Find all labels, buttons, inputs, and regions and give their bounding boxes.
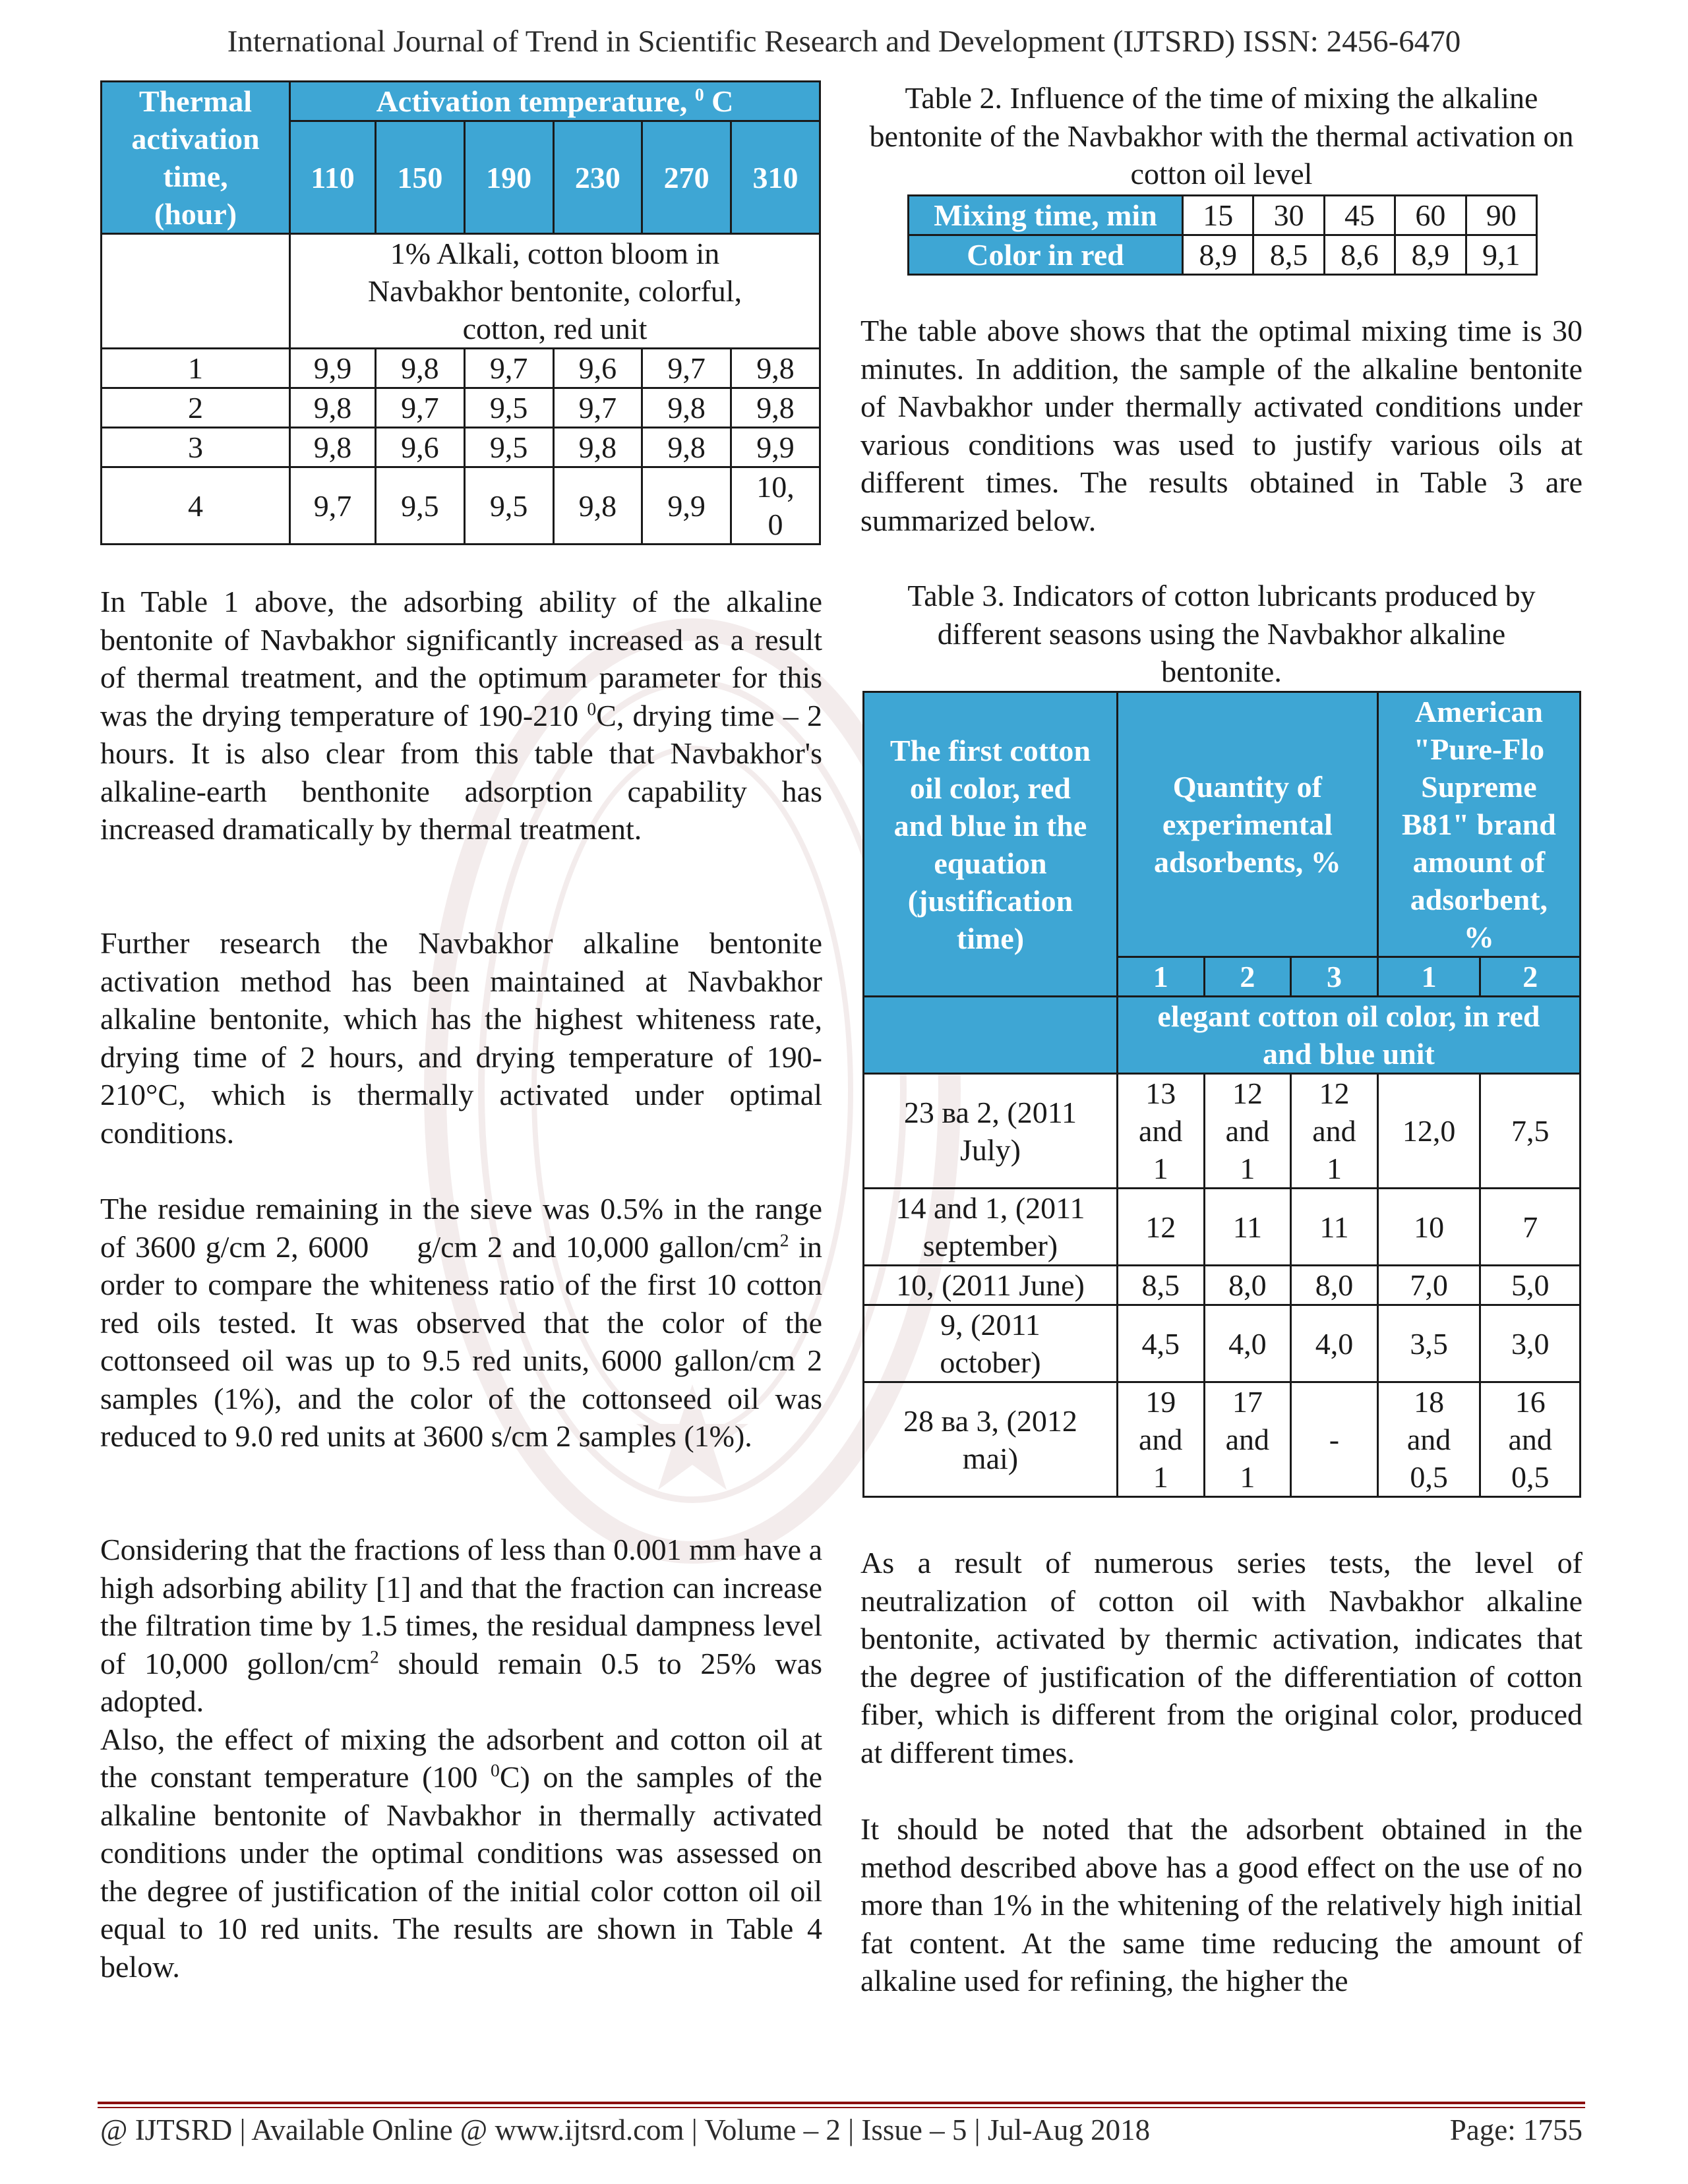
t3-caption-line: different seasons using the Navbakhor alkaline: [937, 616, 1506, 651]
t3-value-cell: [1204, 1305, 1291, 1382]
t1-time-cell: 3: [102, 428, 290, 467]
t3-value-line: 4,5: [1141, 1326, 1180, 1361]
t3-value-line: 16: [1515, 1385, 1546, 1419]
t3-row-label: [864, 1189, 1118, 1266]
footer-rule-thin: [98, 2107, 1585, 2108]
t1-value-cell: 9,8: [553, 428, 642, 467]
footer-rule-thick: [98, 2102, 1585, 2104]
t3-value-cell: [1117, 1382, 1204, 1497]
right-paragraph-2: As a result of numerous series tests, the level of neutralization of cotton oil with Navbakhor alkaline bentonite, activated by thermic activation, indicates that the degree of justification of the differentiation of cotton fiber, which is different from the original color, produced at different times.: [860, 1546, 1582, 1769]
t1-value-cell: 9,5: [464, 388, 553, 428]
t3-value-line: and: [1406, 1423, 1451, 1456]
t3-value-line: and: [1225, 1114, 1270, 1148]
t3-sub-american: 1: [1377, 957, 1480, 997]
t3-head-line: adsorbent,: [1410, 883, 1548, 916]
t1-time-cell: 2: [102, 388, 290, 428]
t3-head-qty: [1117, 692, 1377, 957]
t1-value-cell: 9,6: [553, 349, 642, 388]
t3-head-line: amount of: [1412, 845, 1546, 879]
table-3: [862, 691, 1581, 1498]
right-paragraph-1: The table above shows that the optimal mixing time is 30 minutes. In addition, the sample of the alkaline bentonite of Navbakhor under thermally activated conditions under various conditions was used to justify various oils at different times. The results obtained in Table 3 are summarized below.: [860, 314, 1582, 537]
t1-value-cell: 9,8: [731, 349, 820, 388]
t3-row-label-line: 10, (2011 June): [896, 1268, 1085, 1302]
t3-head-line: "Pure-Flo: [1413, 732, 1545, 766]
t3-value-line: 1: [1240, 1152, 1255, 1185]
t3-row-label: [864, 1382, 1118, 1497]
t3-value-line: 8,0: [1315, 1268, 1354, 1302]
t3-value-cell: [1377, 1266, 1480, 1305]
t3-value-cell: [1291, 1074, 1378, 1189]
t3-caption-line: Table 3. Indicators of cotton lubricants produced by: [907, 579, 1536, 612]
t3-value-line: 8,5: [1141, 1268, 1180, 1302]
t1-value-cell: 10, 0: [731, 467, 820, 545]
table-1: [100, 80, 821, 545]
t3-value-cell: [1117, 1266, 1204, 1305]
t3-value-line: 1: [1153, 1460, 1168, 1494]
table-2-caption: Table 2. Influence of the time of mixing the alkaline bentonite of the Navbakhor with the thermal activation on cotton oil level: [869, 81, 1574, 191]
t1-value-cell: 9,8: [731, 388, 820, 428]
t1-temp-header: 190: [464, 121, 553, 234]
t3-value-line: 12: [1232, 1077, 1263, 1110]
t3-sub-qty: 1: [1117, 957, 1204, 997]
t2-mix-time-cell: 45: [1324, 196, 1395, 235]
t1-value-cell: 9,7: [553, 388, 642, 428]
t3-head-line: American: [1414, 695, 1543, 728]
t1-value-cell: 9,8: [553, 467, 642, 545]
t1-colhead-unit: C: [711, 84, 734, 118]
left-paragraph-3: The residue remaining in the sieve was 0.5% in the range of 3600 g/cm 2, 6000 g/cm 2 and 10,000 gallon/$cm^2$ in order to compare the whiteness ratio of the first 10 cotton red oils tested. It was observed that the color of the cottonseed oil was up to 9.5 red units, 6000 gallon/cm 2 samples (1%), and the color of the cottonseed oil was reduced to 9.0 red units at 3600 s/cm 2 samples (1%).: [100, 1192, 823, 1453]
t3-head-line: Supreme: [1421, 770, 1537, 804]
t3-row-label: [864, 1305, 1118, 1382]
left-paragraph-2: Further research the Navbakhor alkaline bentonite activation method has been maintained at Navbakhor alkaline bentonite, which has the highest whiteness rate, drying time of 2 hours, and drying temperature of 190-210°C, which is thermally activated under optimal conditions.: [100, 926, 822, 1150]
t3-value-line: and: [1225, 1423, 1270, 1456]
table-row: [102, 428, 820, 467]
t3-value-line: 7,0: [1410, 1268, 1448, 1302]
t3-value-line: and: [1312, 1114, 1356, 1148]
table-row: [102, 388, 820, 428]
t3-head-line: (justification: [907, 883, 1073, 918]
t1-subhead-line: Navbakhor bentonite, colorful,: [367, 274, 742, 308]
t3-row-label-line: 28 ва 3, (2012: [903, 1403, 1077, 1438]
t1-temp-header: 230: [553, 121, 642, 234]
t3-head-first: [864, 692, 1118, 997]
t1-value-cell: 9,5: [376, 467, 465, 545]
t3-value-line: 7,5: [1511, 1114, 1550, 1148]
footer: [100, 2113, 1582, 2147]
t3-row-label-line: mai): [962, 1441, 1019, 1475]
t3-value-cell: [1291, 1305, 1378, 1382]
t3-value-line: -: [1329, 1423, 1340, 1456]
t1-value-cell: 9,7: [642, 349, 731, 388]
t3-value-cell: [1480, 1382, 1581, 1497]
t3-value-line: 0,5: [1410, 1460, 1448, 1494]
t3-value-line: 3,0: [1511, 1326, 1550, 1361]
t1-value-cell: 9,8: [290, 388, 376, 428]
t2-color-cell: 8,6: [1324, 235, 1395, 275]
t1-temp-header: 110: [290, 121, 376, 234]
t3-value-cell: [1480, 1074, 1581, 1189]
t3-head-line: %: [1463, 920, 1494, 954]
t3-value-cell: [1204, 1382, 1291, 1497]
t3-value-line: 17: [1232, 1385, 1263, 1419]
t1-value-cell: 9,8: [376, 349, 465, 388]
t1-rowhead-line: time,: [163, 160, 228, 193]
t3-sub-qty: 2: [1204, 957, 1291, 997]
table-3-caption: [860, 577, 1582, 691]
t3-value-line: 5,0: [1511, 1268, 1550, 1302]
t3-head-american: [1377, 692, 1580, 957]
t3-row-label: [864, 1074, 1118, 1189]
t1-time-cell: 4: [102, 467, 290, 545]
t2-mix-time-cell: 30: [1253, 196, 1324, 235]
t3-sub-american: 2: [1480, 957, 1581, 997]
t3-value-cell: [1117, 1074, 1204, 1189]
t3-unit-row: [1117, 997, 1580, 1074]
t3-value-line: 7: [1522, 1210, 1538, 1244]
t3-value-cell: [1480, 1266, 1581, 1305]
t3-value-line: 10: [1414, 1210, 1445, 1244]
t3-value-line: 1: [1153, 1152, 1168, 1185]
t3-unit-blank: [864, 997, 1118, 1074]
t1-rowhead-line: Thermal: [138, 84, 253, 118]
t1-temp-header: 270: [642, 121, 731, 234]
t1-value-cell: 9,5: [464, 428, 553, 467]
t3-row-label-line: 9, (2011: [940, 1308, 1040, 1342]
t1-value-cell: 9,7: [376, 388, 465, 428]
t1-value-cell: 9,8: [642, 428, 731, 467]
table-row: [864, 1305, 1581, 1382]
t3-value-line: 0,5: [1511, 1460, 1550, 1494]
t1-colhead-text: Activation temperature,: [376, 84, 688, 118]
t2-color-cell: 9,1: [1466, 235, 1536, 275]
t3-value-cell: [1204, 1074, 1291, 1189]
t3-value-cell: [1204, 1266, 1291, 1305]
t3-value-cell: [1377, 1074, 1480, 1189]
t3-value-cell: [1377, 1382, 1480, 1497]
t1-value-cell: 9,5: [464, 467, 553, 545]
journal-header: International Journal of Trend in Scientific Research and Development (IJTSRD) ISSN: 2456-6470: [227, 24, 1461, 59]
t3-head-line: The first cotton: [889, 733, 1091, 767]
t3-row-label: [864, 1266, 1118, 1305]
t3-unit-line: elegant cotton oil color, in red: [1157, 999, 1540, 1033]
table-row: [864, 1189, 1581, 1266]
t1-rowhead: [102, 82, 290, 234]
t1-value-cell: 9,8: [642, 388, 731, 428]
footer-info: @ IJTSRD | Available Online @ www.ijtsrd.com | Volume – 2 | Issue – 5 | Jul-Aug 2018: [100, 2113, 1151, 2146]
table-2: [907, 194, 1538, 276]
t3-value-line: 11: [1319, 1210, 1349, 1244]
t2-mix-time-cell: 15: [1183, 196, 1253, 235]
t2-mix-time-cell: 90: [1466, 196, 1536, 235]
t3-head-line: B81" brand: [1401, 808, 1556, 841]
t3-value-cell: [1291, 1382, 1378, 1497]
t3-caption-line: bentonite.: [1161, 655, 1282, 688]
t3-value-cell: [1377, 1189, 1480, 1266]
t3-row-label-line: september): [922, 1229, 1058, 1262]
t1-colhead: [290, 82, 820, 121]
t3-sub-qty: 3: [1291, 957, 1378, 997]
t3-value-line: 12: [1319, 1077, 1350, 1110]
t1-value-cell: 9,7: [464, 349, 553, 388]
t3-value-line: and: [1508, 1423, 1552, 1456]
t1-temp-header: 310: [731, 121, 820, 234]
t1-empty-cell: [102, 234, 290, 349]
left-paragraph-1: In Table 1 above, the adsorbing ability of the alkaline bentonite of Navbakhor significantly increased as a result of thermal treatment, and the optimum parameter for this was the drying temperature of 190-210 $^0$C, drying time – 2 hours. It is also clear from this table that Navbakhor's alkaline-earth benthonite adsorption capability has increased dramatically by thermal treatment.: [100, 585, 822, 846]
t3-value-cell: [1480, 1305, 1581, 1382]
t1-subhead-line: 1% Alkali, cotton bloom in: [390, 237, 720, 270]
table-row: [864, 1382, 1581, 1497]
t3-value-line: and: [1139, 1423, 1183, 1456]
table-row: [864, 1074, 1581, 1189]
t3-value-line: 3,5: [1410, 1326, 1448, 1361]
t2-color-cell: 8,5: [1253, 235, 1324, 275]
t1-value-cell: 9,9: [642, 467, 731, 545]
t1-value-cell: 9,6: [376, 428, 465, 467]
t2-row2-label: Color in red: [909, 235, 1183, 275]
table-row: [864, 1266, 1581, 1305]
t3-value-line: 1: [1326, 1152, 1342, 1185]
t1-subhead: [290, 234, 820, 349]
t3-head-line: adsorbents, %: [1153, 845, 1341, 879]
t2-color-cell: 8,9: [1395, 235, 1466, 275]
t3-value-line: 8,0: [1228, 1268, 1267, 1302]
t2-color-cell: 8,9: [1183, 235, 1253, 275]
t3-head-line: time): [956, 921, 1025, 955]
t1-value-cell: 9,8: [290, 428, 376, 467]
page-number: Page: 1755: [1449, 2113, 1582, 2146]
t3-row-label-line: 23 ва 2, (2011: [903, 1095, 1077, 1129]
t3-value-cell: [1480, 1189, 1581, 1266]
t3-value-cell: [1117, 1189, 1204, 1266]
t3-row-label-line: 14 and 1, (2011: [895, 1191, 1085, 1225]
t3-value-cell: [1117, 1305, 1204, 1382]
t3-value-cell: [1291, 1189, 1378, 1266]
t3-head-line: equation: [934, 846, 1047, 880]
t3-value-line: 18: [1414, 1385, 1445, 1419]
t3-row-label-line: october): [940, 1345, 1041, 1379]
table-row: [102, 467, 820, 545]
table-row: [102, 349, 820, 388]
t1-rowhead-line: (hour): [154, 197, 237, 231]
t3-value-line: 19: [1145, 1385, 1176, 1419]
t1-value-cell: 9,9: [731, 428, 820, 467]
t1-time-cell: 1: [102, 349, 290, 388]
t3-head-line: oil color, red: [909, 771, 1071, 805]
t3-head-line: and blue in the: [893, 808, 1087, 842]
t3-row-label-line: July): [959, 1133, 1021, 1167]
t2-row1-label: Mixing time, min: [909, 196, 1183, 235]
t3-value-line: 12,0: [1402, 1114, 1456, 1148]
t3-value-line: and: [1139, 1114, 1183, 1148]
t3-value-line: 4,0: [1228, 1326, 1267, 1361]
t3-value-line: 4,0: [1315, 1326, 1354, 1361]
t2-mix-time-cell: 60: [1395, 196, 1466, 235]
t3-value-cell: [1377, 1305, 1480, 1382]
t1-degree: 0: [694, 84, 704, 105]
right-paragraph-3: It should be noted that the adsorbent obtained in the method described above has a good effect on the use of no more than 1% in the whitening of the relatively high initial fat content. At the same time reducing the amount of alkaline used for refining, the higher the: [860, 1812, 1582, 1997]
t3-value-line: 11: [1232, 1210, 1262, 1244]
t3-head-line: Quantity of: [1172, 770, 1322, 804]
t1-temp-header: 150: [376, 121, 465, 234]
t3-head-line: experimental: [1162, 808, 1333, 841]
t3-unit-line: and blue unit: [1263, 1037, 1435, 1071]
t1-rowhead-line: activation: [131, 122, 260, 156]
t3-value-cell: [1291, 1266, 1378, 1305]
left-paragraph-4: Considering that the fractions of less than 0.001 mm have a high adsorbing ability [1] and that the fraction can increase the filtration time by 1.5 times, the residual dampness level of 10,000 gollon/$cm^2$ should remain 0.5 to 25% was adopted. Also, the effect of mixing the adsorbent and cotton oil at the constant temperature (100 $^0$C) on the samples of the alkaline bentonite of Navbakhor in thermally activated conditions under the optimal conditions was assessed on the degree of justification of the initial color cotton oil oil equal to 10 red units. The results are shown in Table 4 below.: [100, 1533, 822, 1984]
t3-value-cell: [1204, 1189, 1291, 1266]
t3-value-line: 1: [1240, 1460, 1255, 1494]
t1-subhead-line: cotton, red unit: [462, 312, 648, 345]
t3-value-line: 13: [1145, 1077, 1176, 1110]
t1-value-cell: 9,7: [290, 467, 376, 545]
t3-value-line: 12: [1145, 1210, 1176, 1244]
t1-value-cell: 9,9: [290, 349, 376, 388]
